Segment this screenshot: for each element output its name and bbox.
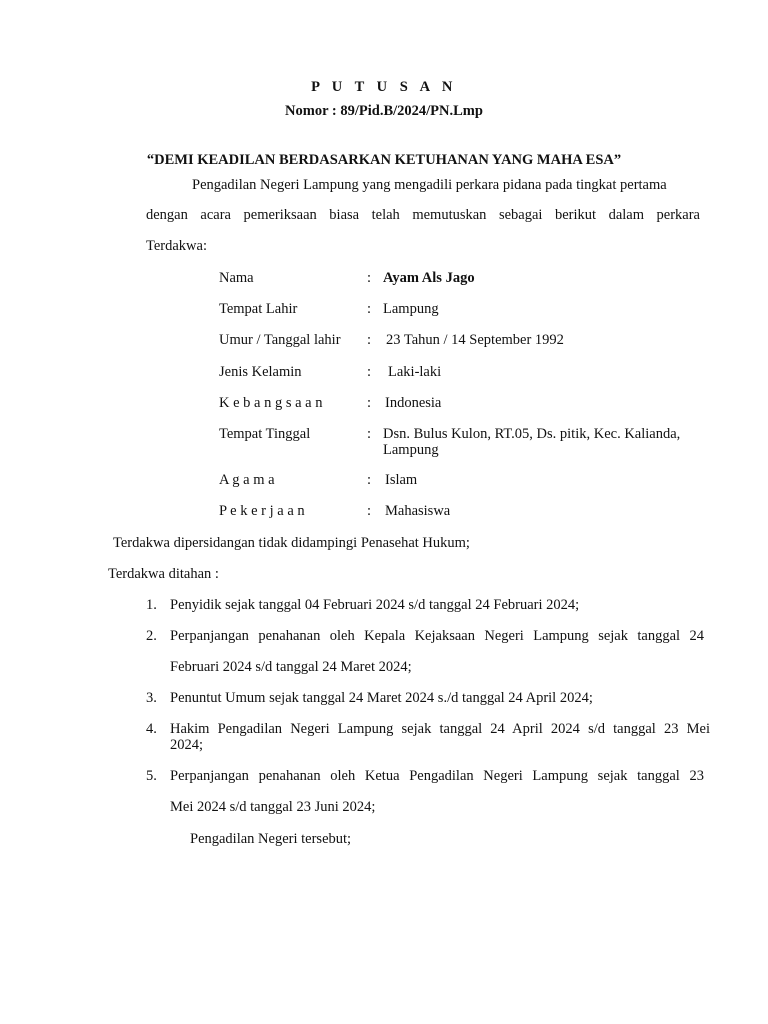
list-item-number: 5. [146, 768, 157, 784]
list-item-number: 4. [146, 721, 157, 737]
label-residence: Tempat Tinggal [219, 426, 311, 442]
document-title: P U T U S A N [311, 79, 457, 95]
label-nationality: K e b a n g s a a n [219, 395, 323, 411]
closing-line: Pengadilan Negeri tersebut; [190, 831, 352, 847]
label-birthplace: Tempat Lahir [219, 301, 298, 317]
list-item-number: 2. [146, 628, 157, 644]
label-age-birthdate: Umur / Tanggal lahir [219, 332, 341, 348]
label-name: Nama [219, 270, 254, 286]
list-item-continuation: 2024; [170, 737, 204, 753]
list-item-number: 3. [146, 690, 157, 706]
colon: : [367, 472, 372, 488]
colon: : [367, 426, 372, 442]
list-item: Penuntut Umum sejak tanggal 24 Maret 2024 s./d tanggal 24 April 2024; [170, 690, 593, 706]
list-item-continuation: Mei 2024 s/d tanggal 23 Juni 2024; [170, 799, 376, 815]
list-item: Perpanjangan penahanan oleh Ketua Pengadilan Negeri Lampung sejak tanggal 23 [170, 768, 704, 784]
case-number: Nomor : 89/Pid.B/2024/PN.Lmp [285, 103, 483, 119]
intro-line-2: dengan acara pemeriksaan biasa telah memutuskan sebagai berikut dalam perkara [146, 207, 700, 223]
colon: : [367, 301, 372, 317]
intro-line-3: Terdakwa: [146, 238, 207, 254]
list-item-number: 1. [146, 597, 157, 613]
intro-line-1: Pengadilan Negeri Lampung yang mengadili perkara pidana pada tingkat pertama [192, 177, 667, 193]
value-residence-line-2: Lampung [383, 442, 439, 458]
court-motto: “DEMI KEADILAN BERDASARKAN KETUHANAN YANG MAHA ESA” [146, 152, 622, 168]
value-nationality: Indonesia [385, 395, 442, 411]
label-religion: A g a m a [219, 472, 275, 488]
value-religion: Islam [385, 472, 418, 488]
value-residence: Dsn. Bulus Kulon, RT.05, Ds. pitik, Kec. Kalianda, [383, 426, 681, 442]
value-birthplace: Lampung [383, 301, 439, 317]
list-item: Perpanjangan penahanan oleh Kepala Kejaksaan Negeri Lampung sejak tanggal 24 [170, 628, 704, 644]
counsel-note: Terdakwa dipersidangan tidak didampingi Penasehat Hukum; [113, 535, 470, 551]
colon: : [367, 270, 372, 286]
label-gender: Jenis Kelamin [219, 364, 302, 380]
detention-heading: Terdakwa ditahan : [108, 566, 219, 582]
label-occupation: P e k e r j a a n [219, 503, 305, 519]
colon: : [367, 364, 372, 380]
value-age-birthdate: 23 Tahun / 14 September 1992 [386, 332, 564, 348]
value-name: Ayam Als Jago [383, 270, 475, 286]
list-item-continuation: Februari 2024 s/d tanggal 24 Maret 2024; [170, 659, 412, 675]
colon: : [367, 395, 372, 411]
list-item: Penyidik sejak tanggal 04 Februari 2024 s/d tanggal 24 Februari 2024; [170, 597, 580, 613]
value-occupation: Mahasiswa [385, 503, 451, 519]
list-item: Hakim Pengadilan Negeri Lampung sejak tanggal 24 April 2024 s/d tanggal 23 Mei [170, 721, 710, 737]
colon: : [367, 503, 372, 519]
value-gender: Laki-laki [388, 364, 442, 380]
colon: : [367, 332, 372, 348]
